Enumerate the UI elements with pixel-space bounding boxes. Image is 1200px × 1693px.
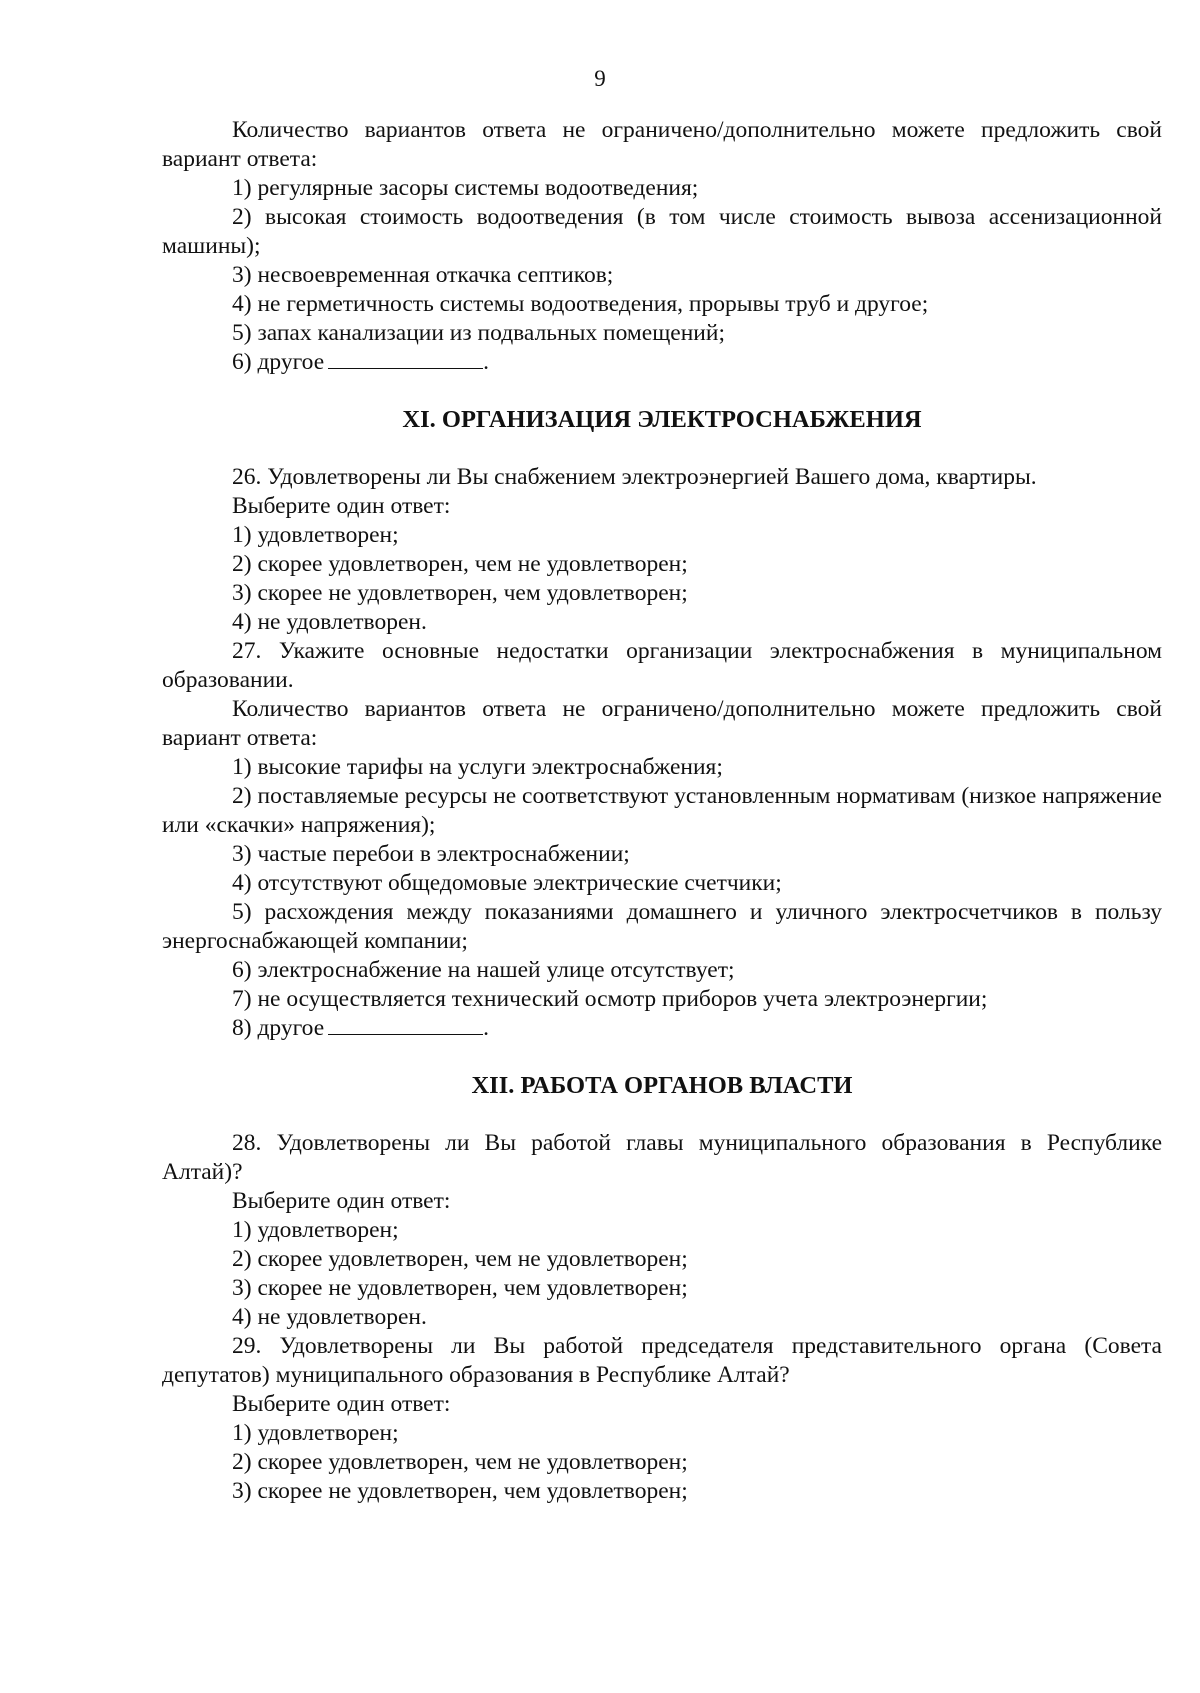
list-item: 3) частые перебои в электроснабжении; [232,841,630,867]
list-item: 2) высокая стоимость водоотведения (в том числе стоимость вывоза ассенизационной машины); [162,204,1162,259]
answer-option: 2) скорее удовлетворен, чем не удовлетворен; [232,1449,688,1475]
fill-in-blank[interactable] [328,348,483,369]
list-item: 1) высокие тарифы на услуги электроснабжения; [232,754,723,780]
answer-option: 3) скорее не удовлетворен, чем удовлетворен; [232,580,688,606]
list-item: 5) расхождения между показаниями домашнего и уличного электросчетчиков в пользу энергоснабжающей компании; [162,899,1162,954]
instruction: Выберите один ответ: [232,1188,451,1214]
answer-option: 3) скорее не удовлетворен, чем удовлетворен; [232,1478,688,1504]
list-item: 7) не осуществляется технический осмотр приборов учета электроэнергии; [232,986,988,1012]
answer-intro: Количество вариантов ответа не ограничено/дополнительно можете предложить свой вариант ответа: [162,696,1162,751]
list-item: 2) поставляемые ресурсы не соответствуют установленным нормативам (низкое напряжение или «скачки» напряжения); [162,783,1162,838]
list-item-other [162,348,1162,377]
question-27: 27. Укажите основные недостатки организации электроснабжения в муниципальном образовании. [162,638,1162,693]
answer-option: 2) скорее удовлетворен, чем не удовлетворен; [232,551,688,577]
answer-option: 3) скорее не удовлетворен, чем удовлетворен; [232,1275,688,1301]
other-label: 6) другое [232,349,325,375]
other-end: . [483,1015,489,1041]
answer-option: 1) удовлетворен; [232,1217,399,1243]
list-item: 4) отсутствуют общедомовые электрические счетчики; [232,870,782,896]
list-item-other [162,1014,1162,1043]
list-item: 5) запах канализации из подвальных помещений; [232,320,725,346]
answer-option: 2) скорее удовлетворен, чем не удовлетворен; [232,1246,688,1272]
list-item: 3) несвоевременная откачка септиков; [232,262,614,288]
list-item: 4) не герметичность системы водоотведения, прорывы труб и другое; [232,291,929,317]
instruction: Выберите один ответ: [232,493,451,519]
other-end: . [483,349,489,375]
document-body [162,116,1162,1506]
fill-in-blank[interactable] [328,1014,483,1035]
answer-option: 1) удовлетворен; [232,1420,399,1446]
list-item: 1) регулярные засоры системы водоотведения; [232,175,699,201]
answer-option: 1) удовлетворен; [232,522,399,548]
other-label: 8) другое [232,1015,325,1041]
page-number: 9 [594,66,606,91]
question-26: 26. Удовлетворены ли Вы снабжением электроэнергией Вашего дома, квартиры. [232,464,1037,490]
section-heading-xi: XI. ОРГАНИЗАЦИЯ ЭЛЕКТРОСНАБЖЕНИЯ [402,406,922,433]
question-29: 29. Удовлетворены ли Вы работой председателя представительного органа (Совета депутатов) муниципального образования в Республике Алтай? [162,1333,1162,1388]
section-heading-xii: XII. РАБОТА ОРГАНОВ ВЛАСТИ [471,1072,853,1099]
answer-option: 4) не удовлетворен. [232,1304,427,1330]
list-item: 6) электроснабжение на нашей улице отсутствует; [232,957,735,983]
answer-intro: Количество вариантов ответа не ограничено/дополнительно можете предложить свой вариант ответа: [162,117,1162,172]
question-28: 28. Удовлетворены ли Вы работой главы муниципального образования в Республике Алтай)? [162,1130,1162,1185]
answer-option: 4) не удовлетворен. [232,609,427,635]
instruction: Выберите один ответ: [232,1391,451,1417]
